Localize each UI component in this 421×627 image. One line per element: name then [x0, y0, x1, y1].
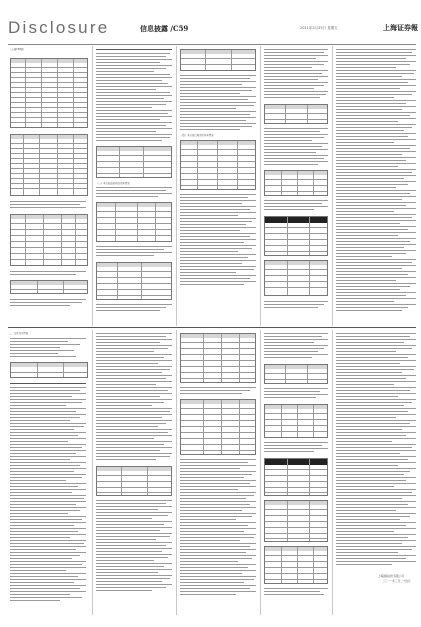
holdings-table	[96, 202, 172, 242]
asset-table	[96, 466, 172, 496]
equity-change-table	[96, 146, 172, 178]
upper-page	[8, 46, 416, 326]
appraisal-table	[264, 364, 328, 384]
financial-table-2	[180, 399, 256, 455]
half-divider	[8, 327, 416, 328]
section-label: 信息披露 /C59	[140, 24, 189, 33]
price-table	[264, 170, 328, 196]
balance-table	[264, 458, 328, 496]
continued-note: （上接C58版）	[9, 48, 26, 51]
signature-company: 上海国际信托有限公司	[378, 575, 404, 578]
issuance-detail-table	[180, 140, 256, 190]
valuation-table	[264, 216, 328, 256]
masthead	[0, 0, 421, 44]
issue-date: 2011年3月25日 星期五	[300, 26, 338, 30]
shareholding-table-3	[10, 214, 88, 266]
signature-date: 二〇一一年三月二十四日	[382, 580, 411, 583]
section-title: Disclosure	[8, 18, 110, 37]
continued-note-2: 二、交易对方情况	[9, 332, 29, 335]
transfer-table	[264, 104, 328, 124]
section-heading: （三）本次权益变动的具体情况	[96, 182, 130, 185]
forecast-table	[264, 546, 328, 584]
financial-table-1	[180, 333, 256, 383]
shareholding-table-1	[10, 58, 88, 128]
masthead-rule	[8, 44, 416, 45]
section-heading-2: （四）本次发行股票的基本情况	[180, 134, 214, 137]
fund-table	[96, 262, 172, 300]
lower-page	[8, 330, 416, 620]
counterparty-table	[10, 362, 88, 378]
summary-table-1	[10, 280, 88, 294]
profit-table	[264, 260, 328, 296]
newspaper-name: 上海证券報	[383, 23, 418, 32]
issuance-table	[180, 49, 256, 71]
cashflow-table	[264, 500, 328, 542]
shareholding-table-2	[10, 134, 88, 196]
income-table	[264, 404, 328, 438]
